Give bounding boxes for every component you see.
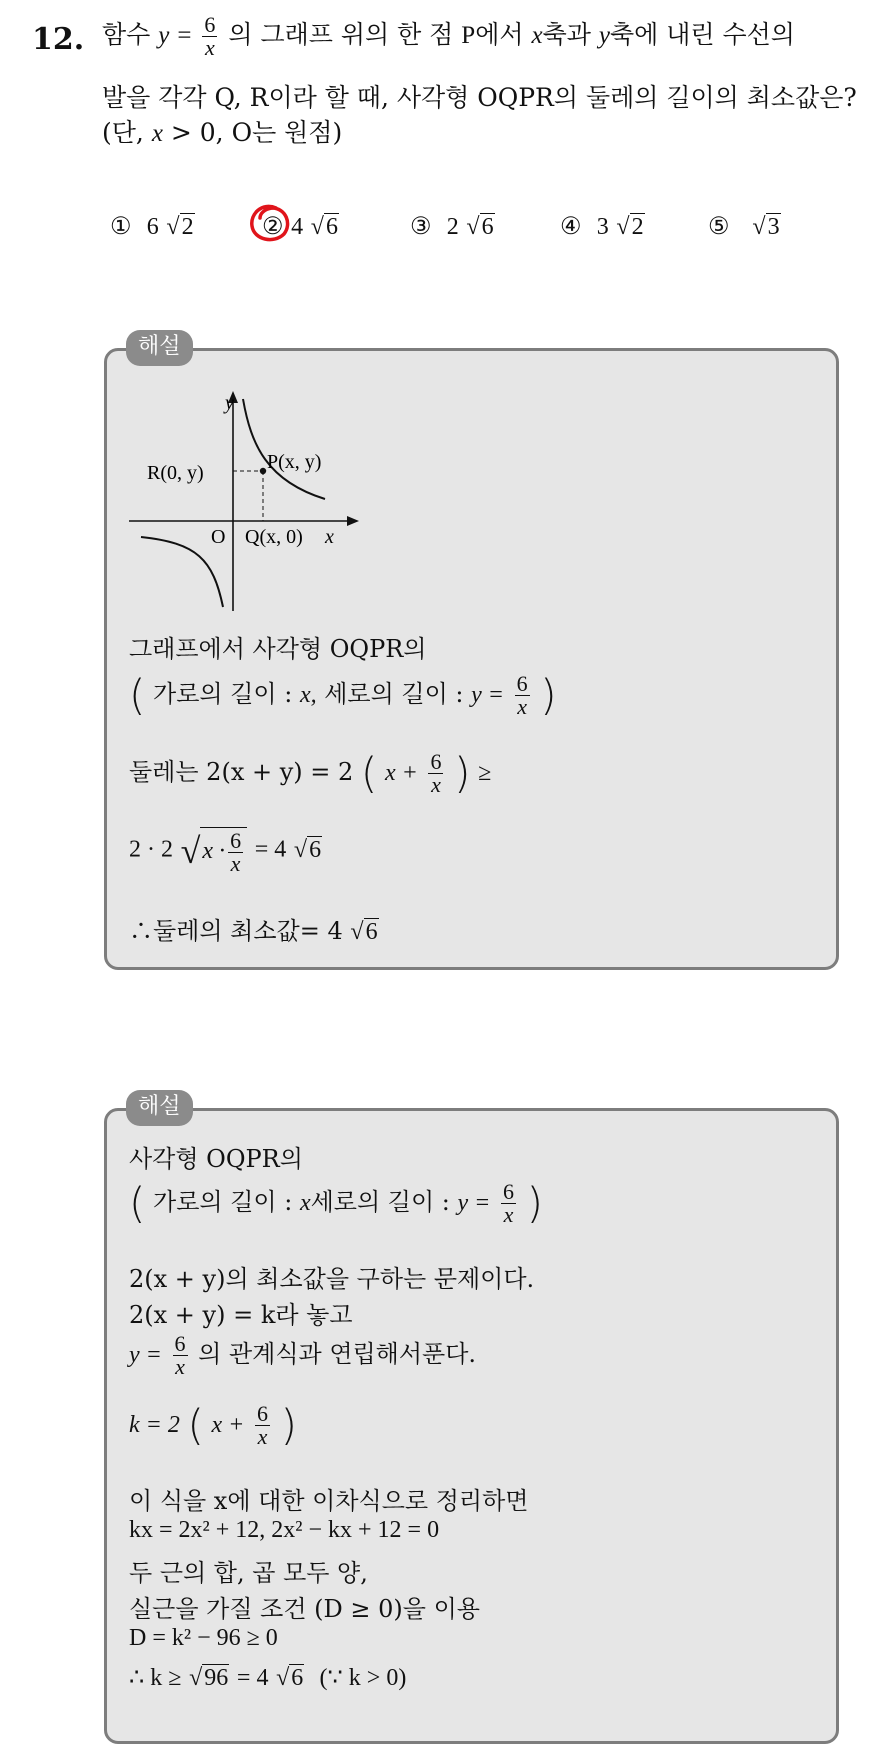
question-line-1: 함수 y = $\frac{6}{x}$ 의 그래프 위의 한 점 P에서 x축과 y축에 내린 수선의 — [102, 12, 795, 60]
choice-4[interactable]: ④ 3 √2 — [560, 212, 644, 240]
box1-line-4: 2 · 2 √x · $\frac{6}{x}$ = 4 √6 — [129, 828, 322, 876]
box2-line-9: 두 근의 합, 곱 모두 양, — [129, 1559, 368, 1587]
question-number: 12. — [32, 22, 85, 57]
graph-Q-label: Q(x, 0) — [245, 526, 303, 548]
graph-P-label: P(x, y) — [267, 451, 322, 473]
box2-line-2: ( 가로의 길이 : x세로의 길이 : y = $\frac{6}{x}$ ) — [129, 1178, 544, 1228]
box2-line-1: 사각형 OQPR의 — [129, 1145, 303, 1173]
explanation-badge-2: 해설 — [126, 1090, 193, 1126]
fraction-6-over-x: $\frac{6}{x}$ — [204, 12, 216, 60]
graph-origin-label: O — [211, 526, 226, 548]
graph-R-label: R(0, y) — [147, 462, 204, 484]
graph-y-axis-label: y — [225, 392, 234, 414]
hyperbola-graph — [127, 389, 367, 614]
choice-3[interactable]: ③ 2 √6 — [410, 212, 494, 240]
box1-line-3: 둘레는 2(x + y) = 2 ( x + $\frac{6}{x}$ ) ≥ — [129, 748, 492, 798]
box2-line-6: k = 2 ( x + $\frac{6}{x}$ ) — [129, 1400, 298, 1450]
box2-line-10: 실근을 가질 조건 (D ≥ 0)을 이용 — [129, 1595, 480, 1623]
explanation-badge-1: 해설 — [126, 330, 193, 366]
choice-2[interactable]: ② 4 √6 — [262, 212, 338, 240]
box2-line-4: 2(x + y) = k라 놓고 — [129, 1301, 353, 1329]
box2-line-11: D = k² − 96 ≥ 0 — [129, 1625, 278, 1651]
box2-line-5: y = $\frac{6}{x}$ 의 관계식과 연립해서푼다. — [129, 1331, 477, 1379]
explanation-box-1 — [104, 348, 839, 970]
question-line-3: (단, x > 0, O는 원점) — [102, 118, 343, 147]
box1-line-1: 그래프에서 사각형 OQPR의 — [129, 635, 427, 663]
box1-line-5: ∴둘레의 최소값= 4 √6 — [129, 917, 378, 945]
box2-line-7: 이 식을 x에 대한 이차식으로 정리하면 — [129, 1487, 529, 1515]
box2-line-8: kx = 2x² + 12, 2x² − kx + 12 = 0 — [129, 1517, 440, 1543]
explanation-box-2 — [104, 1108, 839, 1744]
question-line-2: 발을 각각 Q, R이라 할 때, 사각형 OQPR의 둘레의 길이의 최소값은? — [102, 83, 857, 112]
box2-line-3: 2(x + y)의 최소값을 구하는 문제이다. — [129, 1265, 535, 1293]
selected-answer-circle-mark — [246, 200, 292, 248]
graph-x-axis-label: x — [325, 526, 334, 548]
box2-line-12: ∴ k ≥ √96 = 4 √6 (∵ k > 0) — [129, 1665, 407, 1691]
choice-5[interactable]: ⑤ √3 — [708, 212, 780, 240]
choice-1[interactable]: ① 6 √2 — [110, 212, 194, 240]
box1-line-2: ( 가로의 길이 : x, 세로의 길이 : y = $\frac{6}{x}$ ) — [129, 670, 557, 720]
